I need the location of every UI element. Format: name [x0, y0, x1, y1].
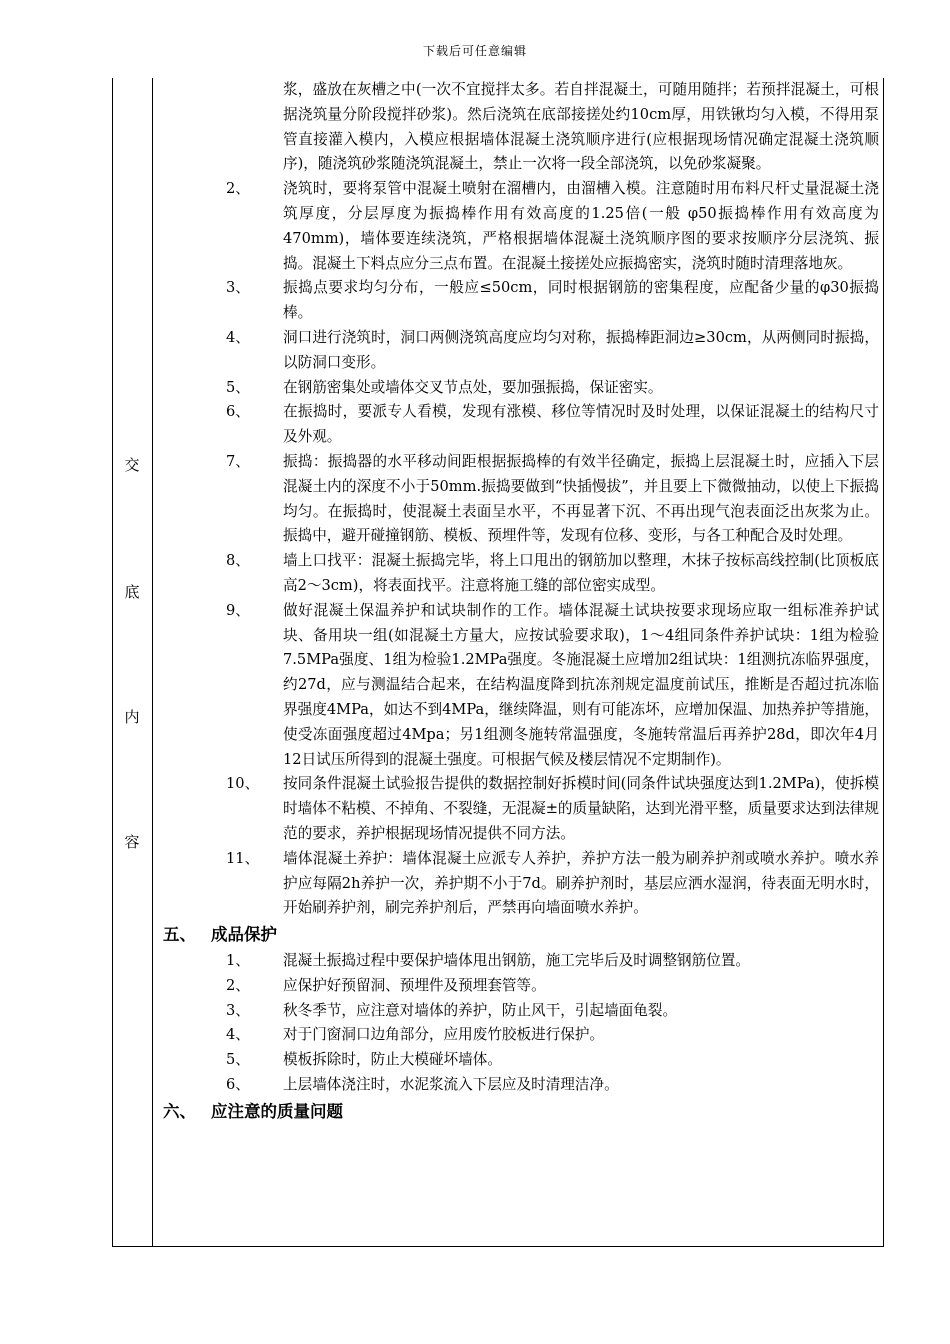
step-text: 振捣点要求均匀分布，一般应≤50cm，同时根据钢筋的密集程度，应配备少量的φ30振捣棒。 [283, 279, 879, 322]
section-heading-5 [163, 921, 879, 949]
step-item [163, 450, 879, 549]
step-number: 8、 [226, 552, 250, 570]
protection-number: 5、 [226, 1051, 250, 1069]
step-number: 3、 [226, 279, 250, 297]
step-text: 振捣：振捣器的水平移动间距根据振捣棒的有效半径确定，振捣上层混凝土时，应插入下层混凝土内的深度不小于50mm.振捣要做到“快插慢拔”，并且要上下微微抽动，以使上下振捣均匀。在振捣时，使混凝土表面呈水平，不再显著下沉、不再出现气泡表面泛出灰浆为止。振捣中，避开碰撞钢筋、模板、预埋件等，发现有位移、变形，与各工种配合及时处理。 [283, 452, 879, 545]
section-title: 成品保护 [211, 925, 277, 945]
side-label-char-2: 底 [124, 583, 140, 601]
step-number: 2、 [226, 180, 250, 198]
protection-number: 6、 [226, 1076, 250, 1094]
protection-text: 对于门窗洞口边角部分，应用废竹胶板进行保护。 [283, 1026, 605, 1044]
step-text: 做好混凝土保温养护和试块制作的工作。墙体混凝土试块按要求现场应取一组标准养护试块、备用块一组(如混凝土方量大，应按试验要求取)，1～4组同条件养护试块：1组为检验7.5MPa强度、1组为检验1.2MPa强度。冬施混凝土应增加2组试块：1组测抗冻临界强度，约27d，应与测温结合起来，在结构温度降到抗冻剂规定温度前试压，推断是否超过抗冻临界强度4MPa，如达不到4MPa，继续降温，则有可能冻坏，应增加保温、加热养护等措施，使受冻面强度超过4Mpa；另1组测冬施转常温强度，冬施转常温后再养护28d，即次年4月12日试压所得到的混凝土强度。可根据气候及楼层情况不定期制作)。 [283, 601, 879, 768]
content-column [163, 78, 879, 1126]
protection-number: 3、 [226, 1001, 250, 1019]
step-item [163, 376, 879, 401]
column-divider [152, 78, 153, 1247]
side-label-char-1: 交 [124, 456, 140, 474]
step-number: 6、 [226, 403, 250, 421]
protection-text: 模板拆除时，防止大模碰坏墙体。 [283, 1051, 502, 1069]
protection-text: 应保护好预留洞、预埋件及预埋套管等。 [283, 976, 546, 994]
continuation-paragraph [163, 78, 879, 177]
step-number: 9、 [226, 601, 250, 619]
step-text: 在振捣时，要派专人看模，发现有涨模、移位等情况时及时处理，以保证混凝土的结构尺寸及外观。 [283, 403, 879, 446]
section-title: 应注意的质量问题 [211, 1101, 343, 1121]
side-label-char-3: 内 [124, 708, 140, 726]
section-number: 六、 [163, 1101, 196, 1121]
protection-item [163, 999, 879, 1024]
protection-item [163, 949, 879, 974]
step-text: 在钢筋密集处或墙体交叉节点处，要加强振捣，保证密实。 [283, 378, 663, 396]
step-text: 浇筑时，要将泵管中混凝土喷射在溜槽内，由溜槽入模。注意随时用布料尺杆丈量混凝土浇筑厚度，分层厚度为振捣棒作用有效高度的1.25倍(一般 φ50振捣棒作用有效高度为470mm)，墙体要连续浇筑，严格根据墙体混凝土浇筑顺序图的要求按顺序分层浇筑、振捣。混凝土下料点应分三点布置。在混凝土接搓处应振捣密实，浇筑时随时清理落地灰。 [283, 180, 879, 272]
step-number: 10、 [226, 775, 260, 793]
step-number: 5、 [226, 378, 250, 396]
continuation-text: 浆，盛放在灰槽之中(一次不宜搅拌太多。若自拌混凝土，可随用随拌；若预拌混凝土，可根据浇筑量分阶段搅拌砂浆)。然后浇筑在底部接搓处约10cm厚，用铁锹均匀入模，不得用泵管直接灌入模内，入模应根据墙体混凝土浇筑顺序进行(应根据现场情况确定混凝土浇筑顺序)，随浇筑砂浆随浇筑混凝土，禁止一次将一段全部浇筑，以免砂浆凝聚。 [283, 81, 879, 173]
protection-item [163, 1048, 879, 1073]
step-item [163, 599, 879, 773]
step-item [163, 772, 879, 846]
step-item [163, 847, 879, 921]
step-number: 11、 [226, 849, 260, 867]
step-text: 洞口进行浇筑时，洞口两侧浇筑高度应均匀对称，振捣棒距洞边≥30cm，从两侧同时振捣，以防洞口变形。 [283, 328, 879, 371]
step-text: 按同条件混凝土试验报告提供的数据控制好拆模时间(同条件试块强度达到1.2MPa)，使拆模时墙体不粘模、不掉角、不裂缝，无混凝±的质量缺陷，达到光滑平整，质量要求达到法律规范的要求，养护根据现场情况提供不同方法。 [283, 775, 879, 842]
step-item [163, 276, 879, 326]
step-item [163, 326, 879, 376]
step-item [163, 549, 879, 599]
step-number: 4、 [226, 328, 250, 346]
header-note: 下载后可任意编辑 [422, 44, 527, 58]
protection-text: 秋冬季节，应注意对墙体的养护，防止风干，引起墙面龟裂。 [283, 1001, 678, 1019]
section-heading-6 [163, 1098, 879, 1126]
section-number: 五、 [163, 925, 196, 945]
step-item [163, 400, 879, 450]
protection-item [163, 974, 879, 999]
step-number: 7、 [226, 452, 250, 470]
protection-item [163, 1023, 879, 1048]
protection-number: 2、 [226, 976, 250, 994]
protection-text: 混凝土振捣过程中要保护墙体甩出钢筋，施工完毕后及时调整钢筋位置。 [283, 952, 751, 970]
protection-text: 上层墙体浇注时，水泥浆流入下层应及时清理洁净。 [283, 1076, 619, 1094]
step-text: 墙体混凝土养护：墙体混凝土应派专人养护，养护方法一般为刷养护剂或喷水养护。喷水养护应每隔2h养护一次，养护期不小于7d。刷养护剂时，基层应洒水湿润，待表面无明水时，开始刷养护剂，刷完养护剂后，严禁再向墙面喷水养护。 [283, 849, 879, 917]
step-text: 墙上口找平：混凝土振捣完毕，将上口甩出的钢筋加以整理，木抹子按标高线控制(比顶板底高2～3cm)，将表面找平。注意将施工缝的部位密实成型。 [283, 552, 879, 594]
side-label-char-4: 容 [124, 833, 140, 851]
step-item [163, 177, 879, 276]
protection-number: 4、 [226, 1026, 250, 1044]
protection-item [163, 1073, 879, 1098]
protection-number: 1、 [226, 952, 250, 970]
